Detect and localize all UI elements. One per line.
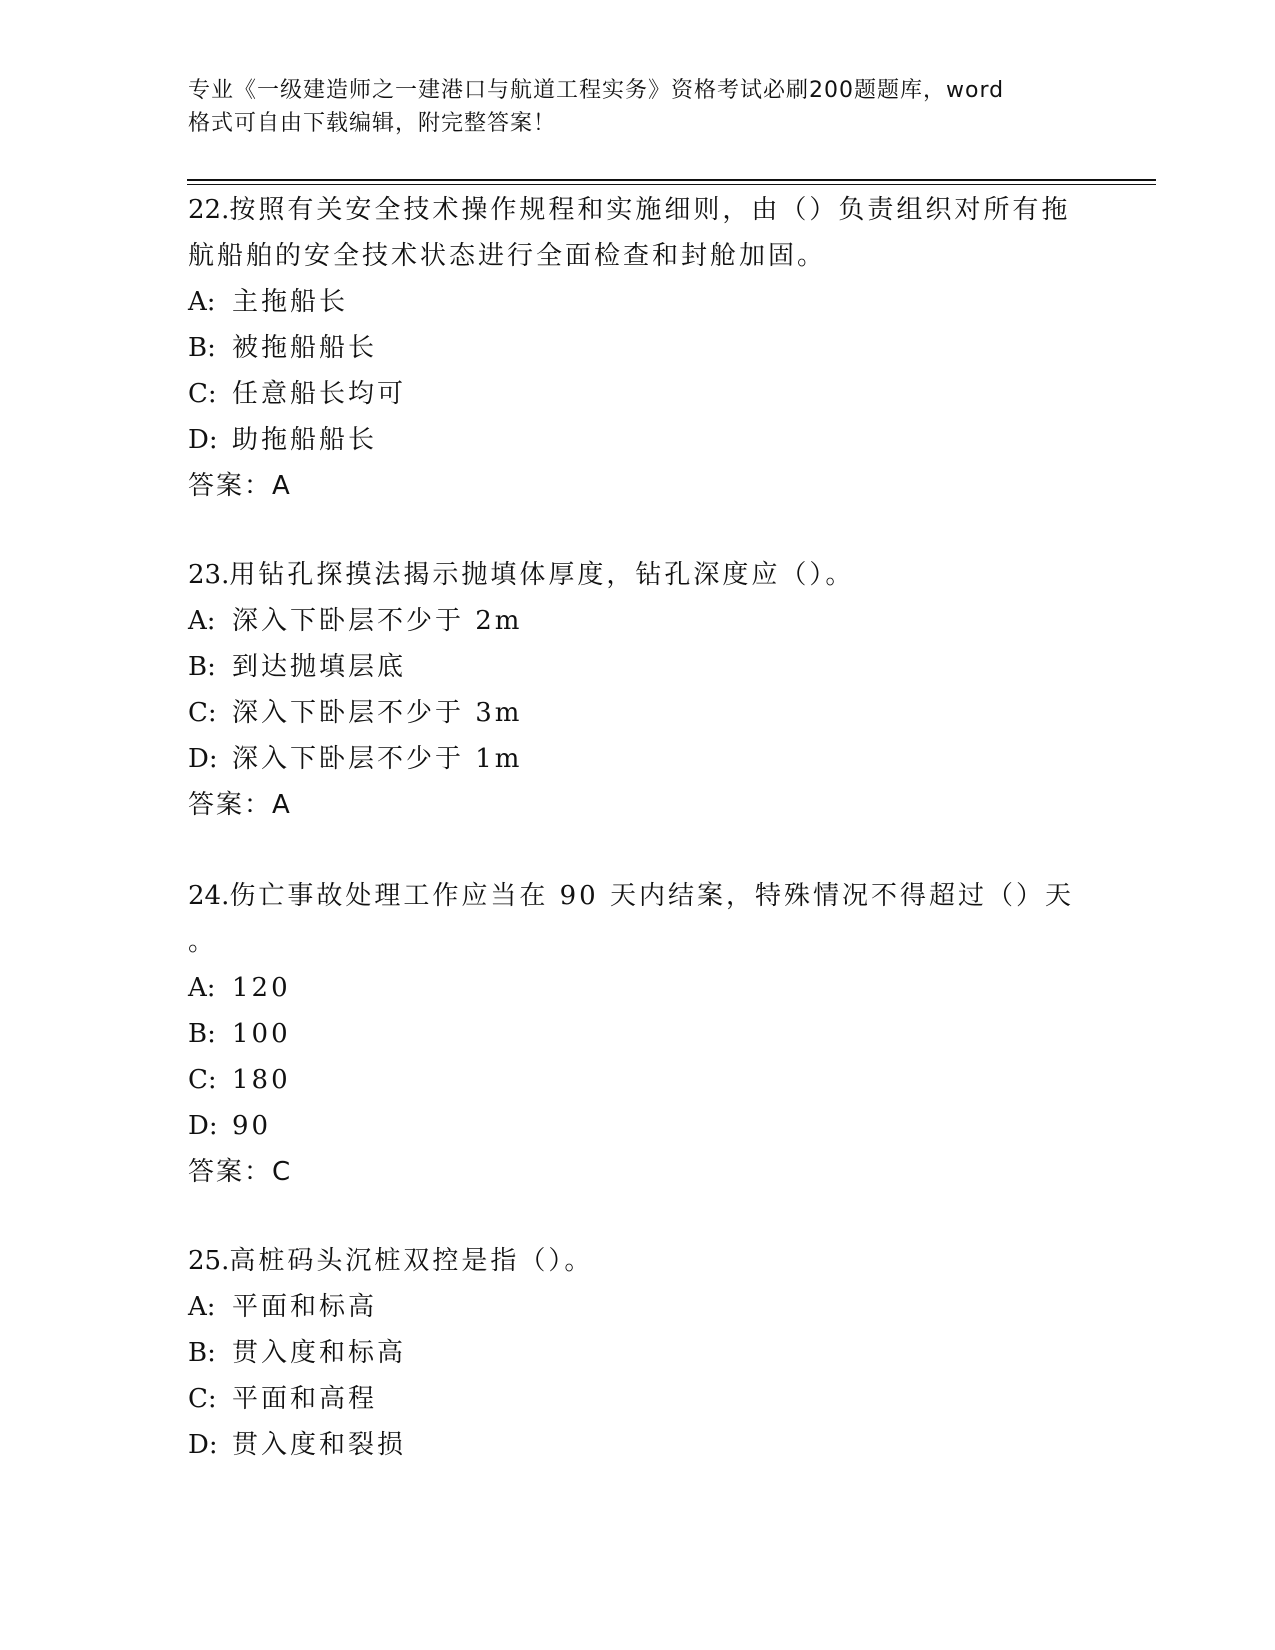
option-c xyxy=(188,690,1088,736)
option-letter: C: xyxy=(188,1384,217,1414)
option-letter: A: xyxy=(188,606,216,636)
option-letter: D: xyxy=(188,425,218,455)
option-text: 主拖船长 xyxy=(232,287,349,317)
document-header xyxy=(188,74,1068,140)
question-stem xyxy=(188,552,1088,598)
option-b xyxy=(188,1011,1088,1057)
option-text: 深入下卧层不少于 3m xyxy=(232,698,523,728)
option-text: 180 xyxy=(232,1065,291,1095)
option-text: 90 xyxy=(232,1111,272,1141)
option-letter: D: xyxy=(188,744,218,774)
option-text: 贯入度和标高 xyxy=(232,1338,407,1368)
header-rule-thick xyxy=(187,179,1156,181)
option-text: 到达抛填层底 xyxy=(232,652,407,682)
answer-line: 答案：A xyxy=(188,471,292,501)
header-line-1: 专业《一级建造师之一建港口与航道工程实务》资格考试必刷200题题库，word xyxy=(188,78,1005,103)
option-text: 助拖船船长 xyxy=(232,425,378,455)
option-d xyxy=(188,1422,1088,1468)
option-letter: A: xyxy=(188,973,216,1003)
question-23 xyxy=(188,552,1088,828)
question-stem-line-2: 航船舶的安全技术状态进行全面检查和封舱加固。 xyxy=(188,241,827,271)
question-22 xyxy=(188,187,1088,509)
option-c xyxy=(188,1376,1088,1422)
question-number: 24. xyxy=(188,881,230,911)
option-c xyxy=(188,371,1088,417)
question-stem xyxy=(188,187,1088,233)
option-a xyxy=(188,1284,1088,1330)
option-d xyxy=(188,736,1088,782)
question-25 xyxy=(188,1238,1088,1468)
option-a xyxy=(188,965,1088,1011)
question-number: 22. xyxy=(188,195,230,225)
option-text: 100 xyxy=(232,1019,291,1049)
option-text: 任意船长均可 xyxy=(232,379,407,409)
question-number: 23. xyxy=(188,560,230,590)
option-a xyxy=(188,598,1088,644)
header-line-2: 格式可自由下载编辑，附完整答案！ xyxy=(188,111,557,136)
option-letter: B: xyxy=(188,652,216,682)
option-letter: B: xyxy=(188,1019,216,1049)
option-text: 被拖船船长 xyxy=(232,333,378,363)
answer-line: 答案：C xyxy=(188,1157,293,1187)
option-text: 深入下卧层不少于 1m xyxy=(232,744,523,774)
option-letter: A: xyxy=(188,287,216,317)
answer-line: 答案：A xyxy=(188,790,292,820)
question-stem-line-1: 高桩码头沉桩双控是指（）。 xyxy=(229,1246,594,1276)
option-b xyxy=(188,644,1088,690)
option-letter: C: xyxy=(188,698,217,728)
option-c xyxy=(188,1057,1088,1103)
option-b xyxy=(188,1330,1088,1376)
option-d xyxy=(188,417,1088,463)
question-stem-line-1: 用钻孔探摸法揭示抛填体厚度，钻孔深度应（）。 xyxy=(229,560,855,590)
option-text: 平面和高程 xyxy=(232,1384,378,1414)
option-text: 深入下卧层不少于 2m xyxy=(232,606,523,636)
option-letter: B: xyxy=(188,1338,216,1368)
question-stem xyxy=(188,1238,1088,1284)
question-24 xyxy=(188,873,1088,1195)
option-text: 120 xyxy=(232,973,291,1003)
question-number: 25. xyxy=(188,1246,230,1276)
question-stem-line-1: 按照有关安全技术操作规程和实施细则，由（）负责组织对所有拖 xyxy=(229,195,1071,225)
option-text: 贯入度和裂损 xyxy=(232,1430,407,1460)
question-stem-line-2: 。 xyxy=(188,927,218,957)
option-a xyxy=(188,279,1088,325)
header-rule-thin xyxy=(187,184,1156,185)
option-letter: B: xyxy=(188,333,216,363)
option-text: 平面和标高 xyxy=(232,1292,378,1322)
question-stem xyxy=(188,873,1088,919)
option-letter: D: xyxy=(188,1430,218,1460)
option-letter: C: xyxy=(188,379,217,409)
option-letter: D: xyxy=(188,1111,218,1141)
option-b xyxy=(188,325,1088,371)
option-letter: C: xyxy=(188,1065,217,1095)
option-d xyxy=(188,1103,1088,1149)
option-letter: A: xyxy=(188,1292,216,1322)
question-stem-line-1: 伤亡事故处理工作应当在 90 天内结案，特殊情况不得超过（）天 xyxy=(229,881,1074,911)
